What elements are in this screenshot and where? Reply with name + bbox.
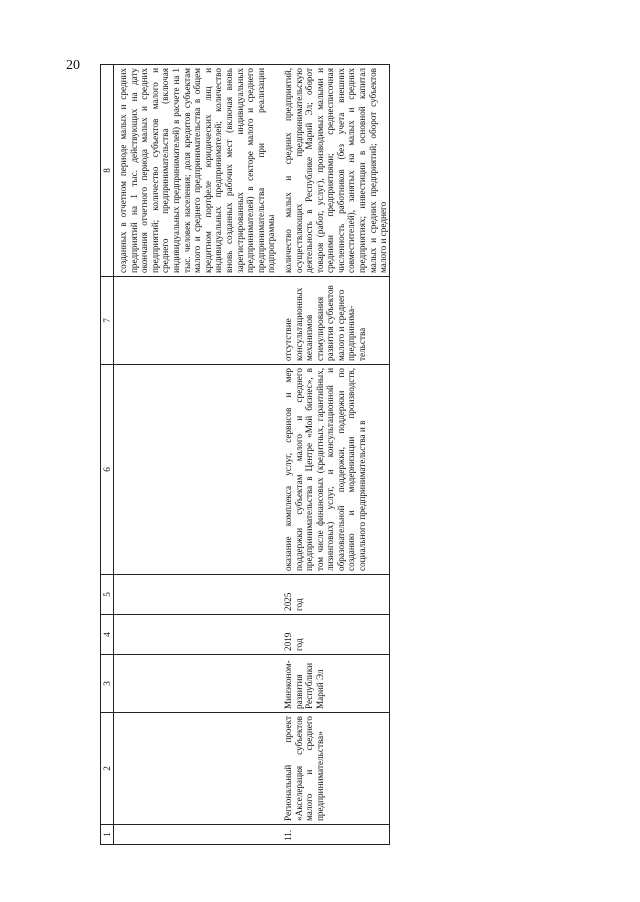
col-header-1: 1 — [101, 825, 114, 845]
program-table — [100, 64, 390, 845]
row-11-end-year: 2025 год — [283, 575, 389, 615]
row-11-consequences: отсутствие консультационных механизмов стимулирования развития субъектов малого и среднего предпринима-тельства — [283, 277, 389, 365]
row-prev-indicators: созданных в отчетном периоде малых и средних предприятий на 1 тыс. действующих на дату окончания отчетного периода малых и средних предприятий; количество субъектов малого и среднего предпринимательства (включая индивидуальных предпринимателей) в расчете на 1 тыс. человек населения; доля кредитов субъектам малого и среднего предпринимательства в общем кредитном портфеле юридических лиц и индивидуальных предпринимателей; количество вновь созданных рабочих мест (включая вновь зарегистрированных индивидуальных предпринимателей) в секторе малого и среднего предпринимательства при реализации подпрограммы — [114, 65, 283, 277]
col-header-4: 4 — [101, 615, 114, 655]
row-11-number: 11. — [283, 825, 389, 845]
row-11-executor: Минэконом-развития Республики Марий Эл — [283, 655, 389, 713]
col-header-8: 8 — [101, 65, 114, 277]
table-row-11 — [283, 65, 389, 845]
col-header-2: 2 — [101, 713, 114, 825]
table-row-previous — [114, 65, 283, 845]
row-11-indicators: количество малых и средних предприятий, осуществляющих предпринимательскую деятельность в Республике Марий Эл; оборот товаров (работ, услуг), производимых малыми и средними предприятиями; среднесписочная численность работников (без учета внешних совместителей), занятых на малых и средних предприятиях; инвестиции в основной капитал малых и средних предприятий; оборот субъектов малого и среднего — [283, 65, 389, 277]
col-header-3: 3 — [101, 655, 114, 713]
row-11-start-year: 2019 год — [283, 615, 389, 655]
row-11-project-name: Региональный проект «Акселерация субъектов малого и среднего предпринимательства» — [283, 713, 389, 825]
col-header-5: 5 — [101, 575, 114, 615]
header-row — [101, 65, 114, 845]
rotated-table-container — [100, 65, 400, 845]
col-header-6: 6 — [101, 365, 114, 575]
row-11-expected-result: оказание комплекса услуг, сервисов и мер поддержки субъектам малого и среднего предпринимательства в Центре «Мой бизнес», в том числе финансовых (кредитных, гарантийных, лизинговых) услуг, и консультационной и образовательной поддержки, поддержки по созданию и модернизации производств, социального предпринимательства и в — [283, 365, 389, 575]
page-number: 20 — [66, 58, 80, 73]
col-header-7: 7 — [101, 277, 114, 365]
